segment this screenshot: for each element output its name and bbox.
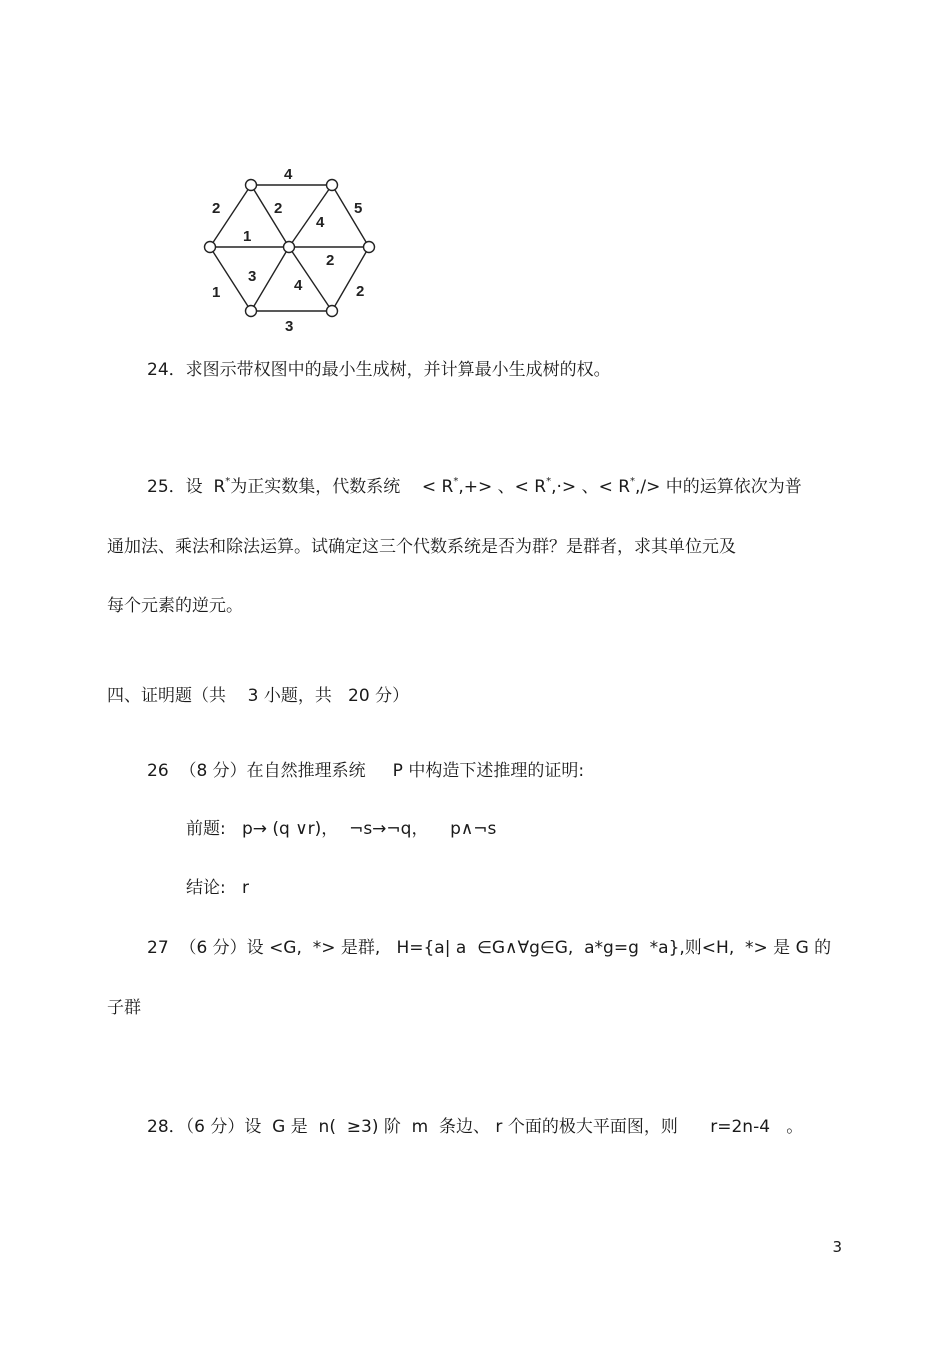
weighted-graph-figure <box>195 160 385 340</box>
edge-weight: 3 <box>248 268 257 285</box>
graph-vertex <box>327 180 338 191</box>
question-27-line2: 子群 <box>107 998 141 1018</box>
question-26-conclusion: 结论: r <box>186 878 249 898</box>
q25-text: ,+> 、< R <box>458 477 547 497</box>
section-heading-proofs: 四、证明题（共 3 小题，共 20 分） <box>107 686 410 706</box>
edge-weight: 4 <box>284 166 293 183</box>
question-25-line3: 每个元素的逆元。 <box>107 596 243 616</box>
edge-weight: 4 <box>294 277 303 294</box>
question-28: 28．（6 分）设 G 是 n( ≥3) 阶 m 条边、 r 个面的极大平面图，则 r=2n-4 。 <box>147 1117 804 1137</box>
graph-vertex <box>327 306 338 317</box>
edge-weight: 1 <box>243 228 252 245</box>
edge-weight: 4 <box>316 214 325 231</box>
question-26-premise: 前题: p→ (q ∨r)， ¬s→¬q， p∧¬s <box>186 819 497 839</box>
edge-weight: 2 <box>326 252 335 269</box>
edge-weight: 2 <box>356 283 365 300</box>
edge-weight: 2 <box>212 200 221 217</box>
graph-vertex <box>246 180 257 191</box>
edge-weight: 5 <box>354 200 363 217</box>
superscript: * <box>546 476 552 487</box>
edge-weight: 1 <box>212 284 221 301</box>
superscript: * <box>630 476 636 487</box>
graph-vertex <box>364 242 375 253</box>
q25-text: ,/> 中的运算依次为普 <box>635 477 802 497</box>
edge-weight: 2 <box>274 200 283 217</box>
page-number: 3 <box>832 1238 842 1256</box>
question-27-line1: 27 （6 分）设 <G, *> 是群, H={a| a ∈G∧∀g∈G, a*g=g *a},则<H, *> 是 G 的 <box>147 938 832 958</box>
question-26-title: 26 （8 分）在自然推理系统 P 中构造下述推理的证明: <box>147 761 585 781</box>
q25-text: 25．设 R <box>147 477 226 497</box>
question-25-line1 <box>147 475 802 502</box>
graph-vertex <box>246 306 257 317</box>
question-25-line2: 通加法、乘法和除法运算。试确定这三个代数系统是否为群？是群者，求其单位元及 <box>107 537 736 557</box>
edge-weight: 3 <box>285 318 294 335</box>
q25-text: ,·> 、< R <box>551 477 631 497</box>
superscript: * <box>453 476 459 487</box>
superscript: * <box>225 476 231 487</box>
graph-vertex <box>284 242 295 253</box>
question-24: 24．求图示带权图中的最小生成树，并计算最小生成树的权。 <box>147 360 611 380</box>
graph-vertex <box>205 242 216 253</box>
q25-text: 为正实数集，代数系统 < R <box>230 477 454 497</box>
